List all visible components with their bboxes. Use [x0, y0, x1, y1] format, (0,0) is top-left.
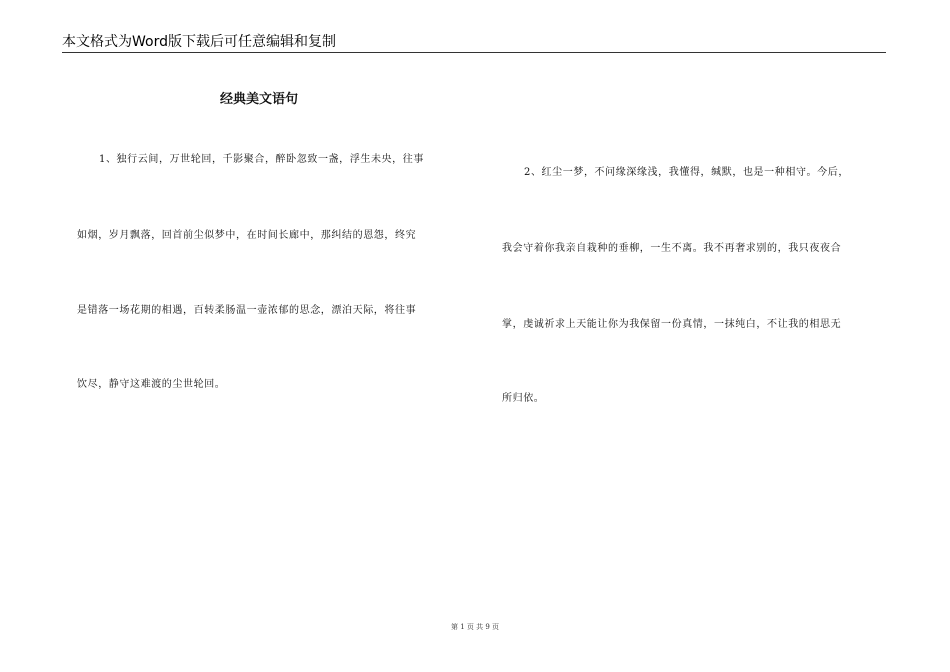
paragraph-line: 如烟，岁月飘落，回首前尘似梦中，在时间长廊中，那纠结的恩怨，终究	[77, 230, 417, 241]
document-title: 经典美文语句	[220, 92, 299, 107]
paragraph-line: 是错落一场花期的相遇，百转柔肠温一壶浓郁的思念，漂泊天际，将往事	[77, 305, 417, 316]
header-text: 本文格式为Word版下载后可任意编辑和复制	[62, 34, 336, 50]
paragraph-line: 掌，虔诚祈求上天能让你为我保留一份真情，一抹纯白，不让我的相思无	[502, 319, 842, 330]
paragraph-line: 2、红尘一梦，不问缘深缘浅，我懂得，缄默，也是一种相守。今后，	[524, 167, 849, 178]
page-number: 第 1 页 共 9 页	[450, 623, 500, 631]
paragraph-line: 1、独行云间，万世轮回，千影聚合，醉卧忽致一盏，浮生未央，往事	[99, 154, 424, 165]
paragraph-line: 饮尽，静守这难渡的尘世轮回。	[77, 379, 226, 390]
page-header	[62, 30, 886, 53]
paragraph-line: 所归依。	[502, 393, 545, 404]
paragraph-line: 我会守着你我亲自栽种的垂柳，一生不离。我不再奢求别的，我只夜夜合	[502, 243, 842, 254]
